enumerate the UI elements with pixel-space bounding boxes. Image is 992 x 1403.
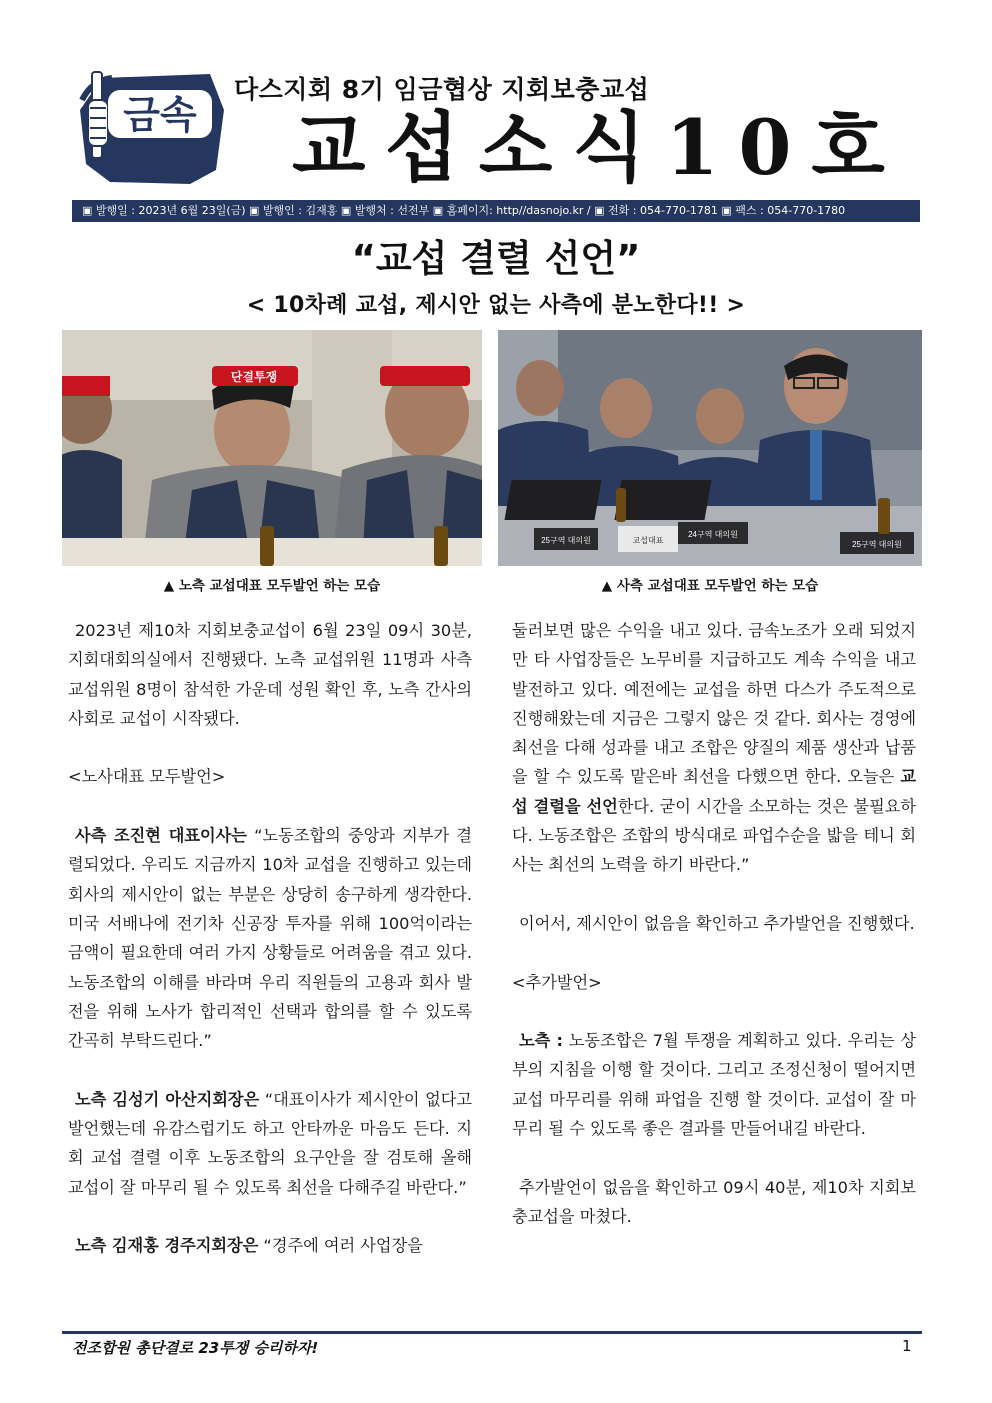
speaker-label: 노측 : [519,1031,564,1051]
speaker-label: 사측 조진현 대표이사는 [75,826,247,846]
speaker-label: 노측 김재홍 경주지회장은 [75,1236,259,1256]
page-number: 1 [902,1337,912,1355]
footer-slogan: 전조합원 총단결로 23투쟁 승리하자! [72,1339,319,1357]
quote-text: 노동조합은 7월 투쟁을 계획하고 있다. 우리는 상부의 지침을 이행 할 것이다. 그리고 조정신청이 떨어지면 교섭 마무리를 위해 파업을 진행 할 것이다. 교섭이 잘 마무리 될 수 있도록 좋은 결과를 만들어내길 바란다. [512,1031,916,1139]
metal-union-emblem-icon [72,70,232,190]
section-heading-additional-remarks: <추가발언> [512,972,602,992]
headband-text: 단결투쟁 [230,370,278,384]
article-column-left [68,616,472,1261]
quote-text: “대표이사가 제시안이 없다고 발언했는데 유감스럽기도 하고 안타까운 마음도 든다. 지회 교섭 결렬 이후 노동조합의 요구안을 잘 검토해 올해 교섭이 잘 마무리 될 수 있도록 최선을 다해주길 바란다.” [68,1089,473,1197]
name-plate: 25구역 대의원 [541,536,591,545]
article-paragraph [512,616,916,880]
name-plate: 25구역 대의원 [852,540,902,549]
article-paragraph [68,1231,472,1260]
section-heading-opening-remarks: <노사대표 모두발언> [68,767,226,787]
newsletter-supertitle: 다스지회 8기 임금협상 지회보충교섭 [234,75,650,104]
photo-caption-company: ▲ 사측 교섭대표 모두발언 하는 모습 [601,578,819,594]
company-representatives-photo [498,330,922,566]
article-headline: “교섭 결렬 선언” [351,237,641,280]
article-paragraph [68,1085,472,1202]
quote-text: “노동조합의 중앙과 지부가 결렬되었다. 우리도 지금까지 10차 교섭을 진행하고 있는데 회사의 제시안이 없는 부분은 상당히 송구하게 생각한다. 미국 서배나에 전기차 신공장 투자를 위해 100억이라는 금액이 필요한데 여러 가지 상황들로 어려움을 겪고 있다. 노동조합의 이해를 바라며 우리 직원들의 고용과 회사 발전을 위해 노사가 합리적인 선택과 합의를 할 수 있도록 간곡히 부탁드린다.” [68,826,472,1051]
emphasis-text: 교섭 결렬을 선언 [512,767,916,816]
union-logo [72,70,232,190]
name-plate: 24구역 대의원 [688,530,738,539]
article-column-right [512,616,916,1231]
quote-text: 둘러보면 많은 수익을 내고 있다. 금속노조가 오래 되었지만 타 사업장들은 노무비를 지급하고도 계속 수익을 내고 발전하고 있다. 예전에는 교섭을 하면 다스가 주도적으로 진행해왔는데 지금은 그렇지 않은 것 같다. 회사는 경영에 최선을 다해 성과를 내고 조합은 양질의 제품 생산과 납품을 할 수 있도록 맡은바 최선을 다했으면 한다. 오늘은 [512,621,916,787]
article-subheadline: < 10차례 교섭, 제시안 없는 사측에 분노한다!! > [246,293,746,318]
quote-text: 한다. 굳이 시간을 소모하는 것은 불필요하다. 노동조합은 조합의 방식대로 파업수순을 밟을 테니 회사는 최선의 노력을 하기 바란다.” [512,796,916,875]
name-plate: 교섭대표 [632,536,664,545]
article-paragraph: 추가발언이 없음을 확인하고 09시 40분, 제10차 지회보충교섭을 마쳤다. [512,1177,916,1226]
article-paragraph: 이어서, 제시안이 없음을 확인하고 추가발언을 진행했다. [519,913,915,933]
logo-text: 금속 [123,95,197,137]
newsletter-title: 교섭소식10호 [292,103,905,192]
quote-text: “경주에 여러 사업장을 [258,1236,423,1256]
photo-caption-union: ▲ 노측 교섭대표 모두발언 하는 모습 [163,578,381,594]
article-paragraph [512,1026,916,1143]
article-paragraph: 2023년 제10차 지회보충교섭이 6월 23일 09시 30분, 지회대회의실에서 진행됐다. 노측 교섭위원 11명과 사측 교섭위원 8명이 참석한 가운데 성원 확인 후, 노측 간사의 사회로 교섭이 시작됐다. [68,621,472,728]
union-representatives-photo [62,330,482,566]
footer-divider [62,1331,922,1334]
article-paragraph [68,821,472,1055]
publication-info-bar: ▣ 발행일 : 2023년 6월 23일(금) ▣ 발행인 : 김재홍 ▣ 발행처 : 선전부 ▣ 홈페이지: http//dasnojo.kr / ▣ 전화 : 054-770-1781 ▣ 팩스 : 054-770-1780 [72,200,920,222]
speaker-label: 노측 김성기 아산지회장은 [75,1089,260,1109]
